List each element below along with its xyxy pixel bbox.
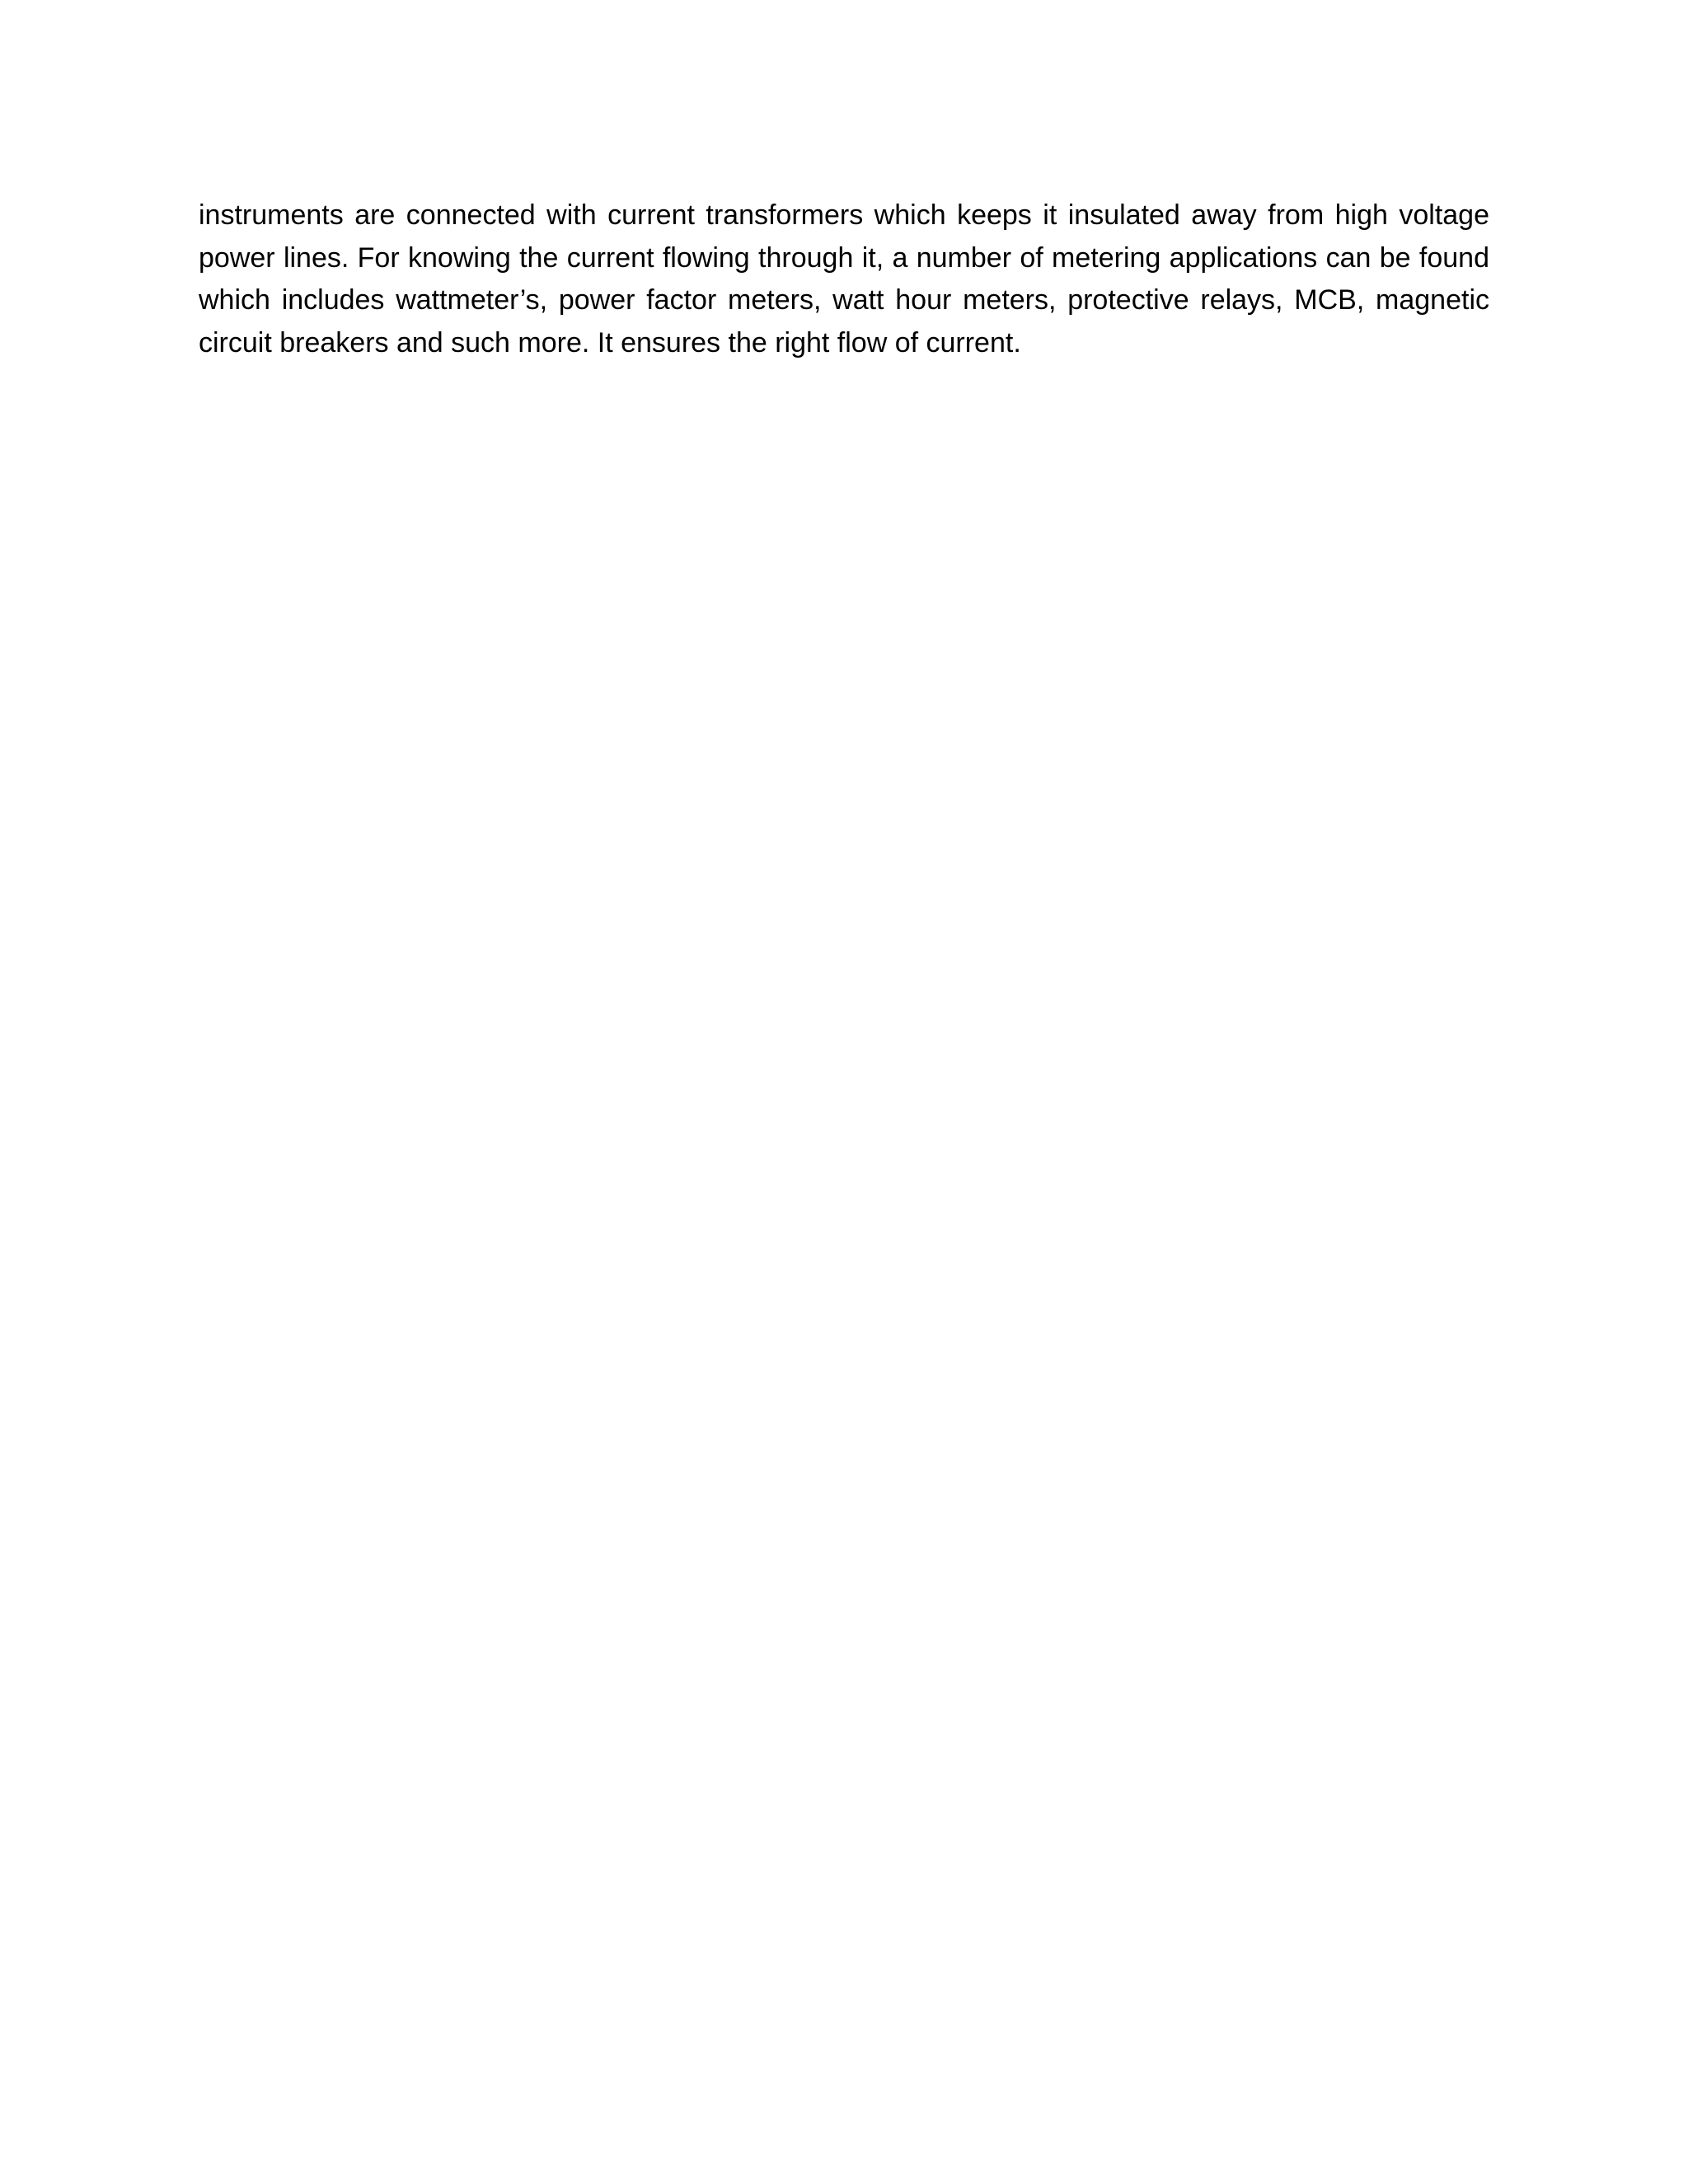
body-paragraph: instruments are connected with current transformers which keeps it insulated away from high voltage power lines. For knowing the current flowing through it, a number of metering applications can be found which includes wattmeter’s, power factor meters, watt hour meters, protective relays, MCB, magnetic circuit breakers and such more. It ensures the right flow of current. — [199, 199, 1489, 359]
